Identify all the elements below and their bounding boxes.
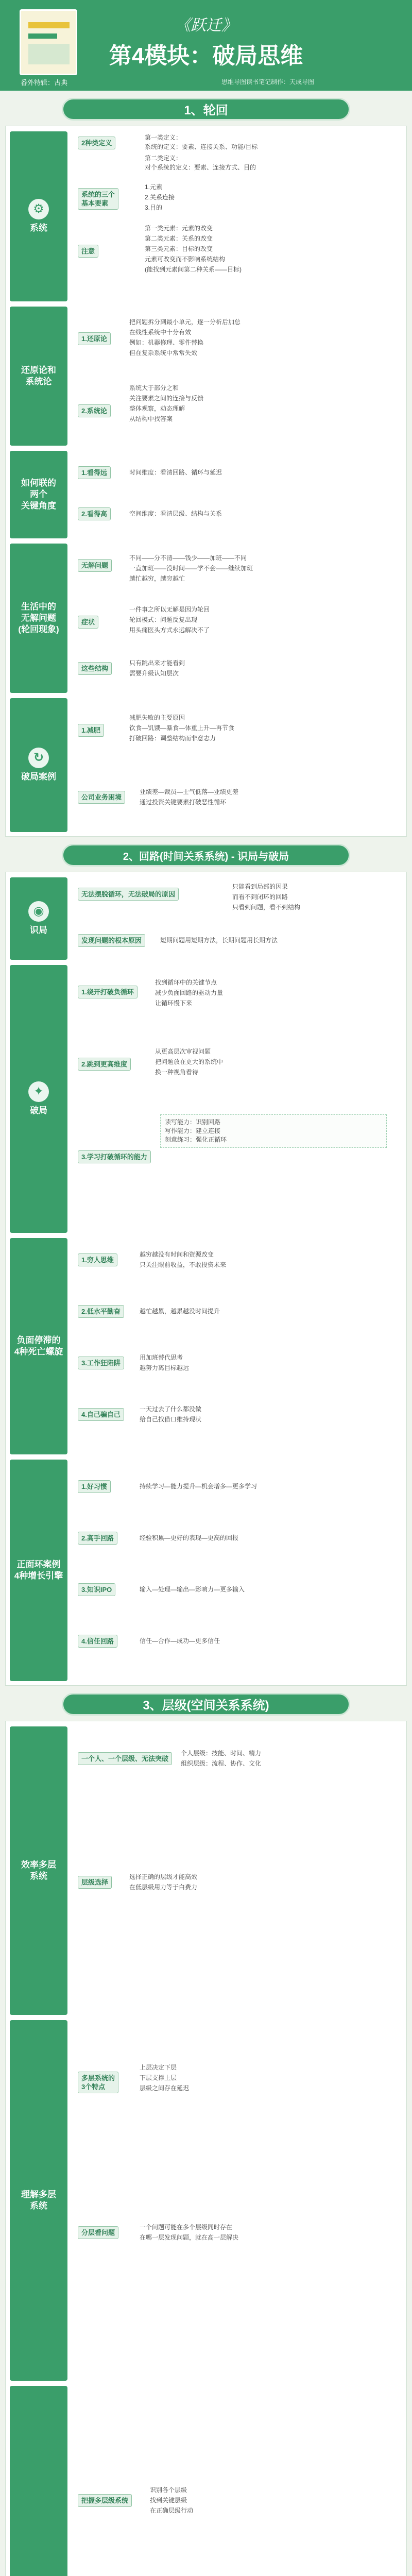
leaf: (能找到元素间第二种关系——目标) xyxy=(145,266,242,273)
node-jump-higher: 2.跳到更高维度 xyxy=(78,1058,131,1071)
cat-positive: 正面环案例 4种增长引擎 xyxy=(10,1460,67,1681)
leaf: 对个系统的定义：要素、连接方式、目的 xyxy=(145,164,256,171)
node-reductionism: 1.还原论 xyxy=(78,332,111,345)
leaf: 第一类定义： xyxy=(145,134,182,141)
leaf: 减肥失败的主要原因 xyxy=(129,714,185,721)
leaf: 把问题放在更大的系统中 xyxy=(155,1058,224,1065)
refresh-icon: ↻ xyxy=(28,748,49,768)
leaf: 换一种视角看待 xyxy=(155,1069,199,1076)
leaf: 从更高层次审视问题 xyxy=(155,1048,211,1055)
cat-life: 生活中的 无解问题 (轮回现象) xyxy=(10,544,67,693)
leaf: 用头痛医头方式永远解决不了 xyxy=(129,626,210,634)
node-trust-loop: 4.信任回路 xyxy=(78,1635,117,1648)
section-1-banner: 1、轮回 xyxy=(62,98,350,121)
leaf: 一个问题可能在多个层级同时存在 xyxy=(140,2224,233,2231)
leaf: 只能看到局部的因果 xyxy=(232,883,288,890)
leaf: 个人层级：技能、时间、精力 xyxy=(181,1750,262,1757)
header xyxy=(0,0,412,91)
node-learn-break: 3.学习打破循环的能力 xyxy=(78,1150,151,1163)
leaf: 3.目的 xyxy=(145,204,163,211)
leaf: 通过投资关键要素打破恶性循环 xyxy=(140,799,227,806)
leaf: 只看到问题，看不到结构 xyxy=(232,904,301,911)
leaf: 一天过去了什么都没做 xyxy=(140,1405,202,1413)
leaf: 越穷越没有时间和资源改变 xyxy=(140,1251,214,1258)
section-2-banner: 2、回路(时间关系系统) - 识局与破局 xyxy=(62,844,350,867)
leaf: 让循环慢下来 xyxy=(155,999,193,1007)
leaf: 找到关键层级 xyxy=(150,2497,187,2504)
leaf: 经验积累—更好的表现—更高的回报 xyxy=(140,1534,239,1541)
node-expert-loop: 2.高手回路 xyxy=(78,1532,117,1545)
leaf: 组织层级：流程、协作、文化 xyxy=(181,1760,262,1767)
leaf: 下层支撑上层 xyxy=(140,2074,177,2081)
cat-understand: 理解多层 系统 xyxy=(10,2020,67,2381)
section-3-banner: 3、层级(空间关系系统) xyxy=(62,1693,350,1716)
node-unsolvable: 无解问题 xyxy=(78,559,112,572)
leaf: 信任—合作—成功—更多信任 xyxy=(140,1637,220,1645)
system-icon: ⚙ xyxy=(28,199,49,219)
hammer-icon: ✦ xyxy=(28,1081,49,1102)
leaf: 轮回模式：问题反复出现 xyxy=(129,616,198,623)
node-grasp-levels: 把握多层级系统 xyxy=(78,2494,132,2507)
leaf: 一直加班——没时间——学不会——继续加班 xyxy=(129,565,253,572)
book-title: 《跃迁》 xyxy=(175,17,237,34)
node-layered-view: 分层看问题 xyxy=(78,2226,118,2239)
leaf: 例如：机器修理、零件替换 xyxy=(129,339,204,346)
node-elements: 系统的三个 基本要素 xyxy=(78,188,118,210)
leaf: 给自己找借口维持现状 xyxy=(140,1416,202,1423)
node-level-choice: 层级选择 xyxy=(78,1876,112,1889)
leaf: 在线性系统中十分有效 xyxy=(129,329,192,336)
cat-case: ↻ 破局案例 xyxy=(10,698,67,832)
leaf: 系统大于部分之和 xyxy=(129,384,179,392)
leaf: 时间维度：看清回路、循环与延迟 xyxy=(129,469,222,476)
note-break: 读写能力：识别回路 写作能力：建立连接 刻意练习：强化正循环 xyxy=(160,1114,387,1148)
node-bypass: 1.绕开打破负循环 xyxy=(78,986,138,998)
node-structures: 这些结构 xyxy=(78,662,112,675)
leaf: 1.元素 xyxy=(145,183,163,191)
series-label: 番外特辑：古典 xyxy=(21,79,68,87)
node-weight-loss: 1.减肥 xyxy=(78,724,104,737)
leaf: 越忙越穷，越穷越忙 xyxy=(129,575,185,582)
node-root-cause: 发现问题的根本原因 xyxy=(78,934,145,947)
node-see-high: 2.看得高 xyxy=(78,507,111,520)
leaf: 但在复杂系统中常常失效 xyxy=(129,349,198,357)
leaf: 关注要素之间的连接与反馈 xyxy=(129,395,204,402)
section-2 xyxy=(5,872,407,1686)
eye-icon: ◉ xyxy=(28,901,49,922)
leaf: 选择正确的层级才能高效 xyxy=(129,1873,198,1880)
node-workaholic: 3.工作狂陷阱 xyxy=(78,1357,124,1369)
node-company: 公司业务困境 xyxy=(78,791,125,804)
leaf: 越忙越累，越累越没时间提升 xyxy=(140,1308,220,1315)
node-symptoms: 症状 xyxy=(78,616,98,629)
leaf: 而看不到闭环的回路 xyxy=(232,893,288,901)
node-see-far: 1.看得远 xyxy=(78,466,111,479)
node-knowledge-ipo: 3.知识IPO xyxy=(78,1583,115,1596)
node-one-person: 一个人、一个层级、无法突破 xyxy=(78,1752,172,1765)
leaf: 找到循环中的关键节点 xyxy=(155,979,217,986)
node-definition: 2种类定义 xyxy=(78,137,115,149)
leaf: 识别各个层级 xyxy=(150,2486,187,2494)
cat-reduction: 还原论和 系统论 xyxy=(10,307,67,446)
node-notes: 注意 xyxy=(78,245,98,258)
node-three-features: 多层系统的 3个特点 xyxy=(78,2072,118,2093)
leaf: 上层决定下层 xyxy=(140,2064,177,2071)
node-systems-theory: 2.系统论 xyxy=(78,404,111,417)
leaf: 不同——分不清——钱少——加班——不同 xyxy=(129,554,247,562)
leaf: 输入—处理—输出—影响力—更多输入 xyxy=(140,1586,245,1593)
leaf: 饮食—饥饿—暴食—体重上升—再节食 xyxy=(129,724,235,732)
cat-break: ✦ 破局 xyxy=(10,965,67,1233)
leaf: 系统的定义：要素、连接关系、功能/目标 xyxy=(145,143,258,150)
section-3 xyxy=(5,1721,407,2576)
leaf: 第二类元素：关系的改变 xyxy=(145,235,213,242)
node-self-deceive: 4.自己骗自己 xyxy=(78,1408,124,1421)
leaf: 打破回路：调整结构而非意志力 xyxy=(129,735,216,742)
leaf: 短期问题用短期方法，长期问题用长期方法 xyxy=(160,937,278,944)
leaf: 第二类定义： xyxy=(145,155,182,162)
leaf: 整体观察，动态理解 xyxy=(129,405,185,412)
leaf: 层级之间存在延迟 xyxy=(140,2084,190,2092)
leaf: 减少负面回路的驱动力量 xyxy=(155,989,224,996)
cat-angle: 如何联的 两个 关键角度 xyxy=(10,451,67,538)
leaf: 在正确层级行动 xyxy=(150,2507,194,2514)
leaf: 从结构中找答案 xyxy=(129,415,173,422)
node-poor-mind: 1.穷人思维 xyxy=(78,1253,117,1266)
leaf: 只关注眼前收益，不敢投资未来 xyxy=(140,1261,227,1268)
leaf: 用加班替代思考 xyxy=(140,1354,183,1361)
leaf: 在哪一层发现问题，就在高一层解决 xyxy=(140,2234,239,2241)
leaf: 一件事之所以无解是因为轮回 xyxy=(129,606,210,613)
cat-negative: 负面停滞的 4种死亡螺旋 xyxy=(10,1238,67,1454)
cat-efficiency: 效率多层 系统 xyxy=(10,1726,67,2015)
leaf: 空间维度：看清层级、结构与关系 xyxy=(129,510,222,517)
cat-solve xyxy=(10,2386,67,2576)
leaf: 把问题拆分到最小单元，逐一分析后加总 xyxy=(129,318,241,326)
cat-system: ⚙ 系统 xyxy=(10,131,67,301)
leaf: 越努力离目标越远 xyxy=(140,1364,190,1371)
leaf: 只有跳出来才能看到 xyxy=(129,659,185,667)
node-low-diligence: 2.低水平勤奋 xyxy=(78,1305,124,1318)
leaf: 需要升级认知层次 xyxy=(129,670,179,677)
leaf: 在低层级用力等于白费力 xyxy=(129,1884,198,1891)
leaf: 元素可改变而不影响系统结构 xyxy=(145,256,226,263)
node-why-stuck: 无法摆脱循环，无法破局的原因 xyxy=(78,888,179,901)
node-good-habit: 1.好习惯 xyxy=(78,1480,111,1493)
leaf: 持续学习—能力提升—机会增多—更多学习 xyxy=(140,1483,258,1490)
page-title: 第4模块：破局思维 xyxy=(109,43,303,69)
leaf: 第一类元素：元素的改变 xyxy=(145,225,213,232)
subtitle: 思维导图读书笔记制作：天成导图 xyxy=(221,78,315,86)
cat-identify: ◉ 识局 xyxy=(10,877,67,960)
leaf: 业绩差—裁员—士气低落—业绩更差 xyxy=(140,788,239,795)
leaf: 2.关系连接 xyxy=(145,194,175,201)
section-1 xyxy=(5,126,407,837)
leaf: 第三类元素：目标的改变 xyxy=(145,245,213,252)
